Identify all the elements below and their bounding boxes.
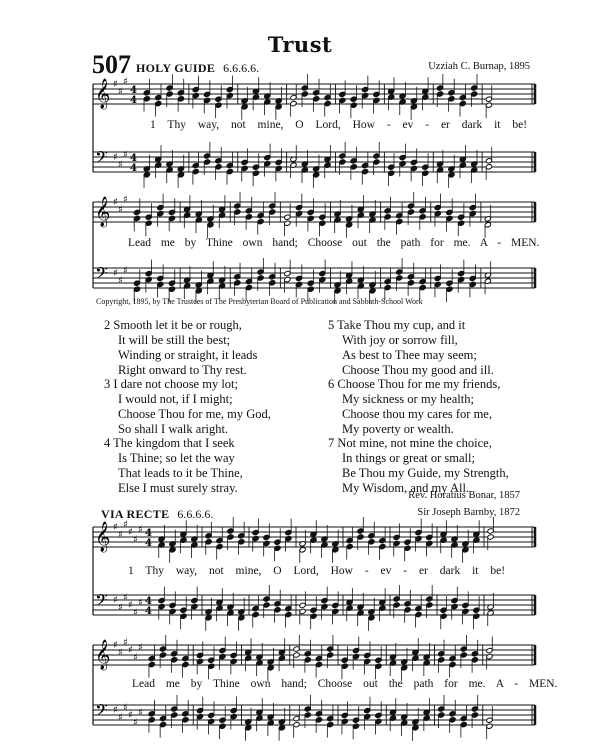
lyric-line-4: Lead me by Thine own hand; Choose out the path for me. A - MEN. <box>132 678 558 690</box>
sharp-icon: ♯ <box>128 600 133 611</box>
sharp-icon: ♯ <box>113 152 118 163</box>
stanza-line: Is Thine; so let the way <box>118 451 235 465</box>
stanza-line: Be Thou my Guide, my Strength, <box>342 466 509 480</box>
sharp-icon: ♯ <box>118 275 123 287</box>
sharp-icon: ♯ <box>113 79 118 90</box>
sharp-icon: ♯ <box>118 529 123 541</box>
tune-name: VIA RECTE <box>101 507 170 521</box>
time-signature: 4 <box>145 596 152 607</box>
time-signature: 4 <box>145 528 152 539</box>
sharp-icon: ♯ <box>113 595 118 606</box>
sharp-icon: ♯ <box>123 194 128 206</box>
stanza-6 <box>328 377 500 437</box>
stanza-line: Choose Thou my good and ill. <box>342 363 494 377</box>
stanza-4 <box>104 436 243 496</box>
stanza-line: My Wisdom, and my All. <box>342 481 470 495</box>
lyric-line-3: 1 Thy way, not mine, O Lord, How - ev - er dark it be! <box>128 565 506 577</box>
tune-name: HOLY GUIDE <box>136 61 216 75</box>
sharp-icon: ♯ <box>123 519 128 531</box>
clef-icon: 𝄞 <box>95 79 111 109</box>
sharp-icon: ♯ <box>123 637 128 649</box>
clef-icon: 𝄞 <box>95 640 111 670</box>
sharp-icon: ♯ <box>113 197 118 208</box>
stanza-line: In things or great or small; <box>342 451 475 465</box>
sharp-icon: ♯ <box>118 712 123 724</box>
tune-heading-2 <box>101 507 213 522</box>
sharp-icon: ♯ <box>118 159 123 171</box>
stanza-line: I would not, if I might; <box>118 392 233 406</box>
time-signature: 4 <box>130 163 137 174</box>
stanza-line: That leads to it be Thine, <box>118 466 243 480</box>
sharp-icon: ♯ <box>138 524 143 536</box>
sharp-icon: ♯ <box>133 607 138 619</box>
sharp-icon: ♯ <box>118 86 123 98</box>
text-author: Rev. Horatius Bonar, 1857 <box>408 490 520 501</box>
sharp-icon: ♯ <box>118 204 123 216</box>
clef-icon: 𝄞 <box>95 197 111 227</box>
sharp-icon: ♯ <box>113 268 118 279</box>
sharp-icon: ♯ <box>133 534 138 546</box>
sharp-icon: ♯ <box>123 76 128 88</box>
lyric-line-1: 1 Thy way, not mine, O Lord, How - ev - er dark it be! <box>150 119 528 131</box>
clef-icon: 𝄢 <box>95 700 108 724</box>
time-signature: 4 <box>130 153 137 164</box>
sharp-icon: ♯ <box>133 717 138 729</box>
clef-icon: 𝄞 <box>95 522 111 552</box>
lyric-line-2: Lead me by Thine own hand; Choose out the path for me. A - MEN. <box>128 237 540 249</box>
hymn-title: Trust <box>267 32 333 57</box>
sharp-icon: ♯ <box>128 710 133 721</box>
stanza-line: My sickness or my health; <box>342 392 474 406</box>
sharp-icon: ♯ <box>123 265 128 277</box>
stanza-line: 3 I dare not choose my lot; <box>104 377 238 391</box>
time-signature: 4 <box>130 95 137 106</box>
sharp-icon: ♯ <box>133 652 138 664</box>
stanza-line: 2 Smooth let it be or rough, <box>104 318 242 332</box>
sharp-icon: ♯ <box>123 592 128 604</box>
stanza-7 <box>328 436 509 496</box>
stanza-line: My poverty or wealth. <box>342 422 454 436</box>
sharp-icon: ♯ <box>138 707 143 719</box>
clef-icon: 𝄢 <box>95 263 108 287</box>
stanza-line: 4 The kingdom that I seek <box>104 436 235 450</box>
sharp-icon: ♯ <box>113 640 118 651</box>
time-signature: 4 <box>130 85 137 96</box>
stanza-3 <box>104 377 271 437</box>
sharp-icon: ♯ <box>138 597 143 609</box>
sharp-icon: ♯ <box>118 602 123 614</box>
copyright-notice: Copyright, 1895, by The Trustees of The Presbyterian Board of Publication and Sabbath-School Work <box>96 297 423 306</box>
time-signature: 4 <box>145 606 152 617</box>
stanza-line: 6 Choose Thou for me my friends, <box>328 377 501 391</box>
time-signature: 4 <box>145 538 152 549</box>
hymn-number: 507 <box>92 50 131 79</box>
sharp-icon: ♯ <box>118 647 123 659</box>
stanza-line: 5 Take Thou my cup, and it <box>328 318 466 332</box>
stanza-line: As best to Thee may seem; <box>342 348 477 362</box>
stanza-line: Right onward to Thy rest. <box>118 363 247 377</box>
sharp-icon: ♯ <box>113 522 118 533</box>
sharp-icon: ♯ <box>138 642 143 654</box>
sharp-icon: ♯ <box>123 149 128 161</box>
composer-credit-2: Sir Joseph Barnby, 1872 <box>417 507 520 518</box>
stanza-line: So shall I walk aright. <box>118 422 229 436</box>
sharp-icon: ♯ <box>113 705 118 716</box>
clef-icon: 𝄢 <box>95 147 108 171</box>
stanza-line: Winding or straight, it leads <box>118 348 258 362</box>
stanza-line: With joy or sorrow fill, <box>342 333 458 347</box>
tune-meter: 6.6.6.6. <box>223 61 260 75</box>
stanza-2 <box>104 318 257 378</box>
composer-credit-1: Uzziah C. Burnap, 1895 <box>428 61 530 72</box>
sharp-icon: ♯ <box>128 527 133 538</box>
stanza-line: 7 Not mine, not mine the choice, <box>328 436 492 450</box>
clef-icon: 𝄢 <box>95 590 108 614</box>
stanza-line: Choose Thou for me, my God, <box>118 407 271 421</box>
stanza-line: It will be still the best; <box>118 333 231 347</box>
stanza-5 <box>328 318 494 378</box>
tune-meter: 6.6.6.6. <box>177 507 214 521</box>
stanza-line: Choose thou my cares for me, <box>342 407 492 421</box>
sharp-icon: ♯ <box>123 702 128 714</box>
stanza-line: Else I must surely stray. <box>118 481 238 495</box>
sharp-icon: ♯ <box>128 645 133 656</box>
